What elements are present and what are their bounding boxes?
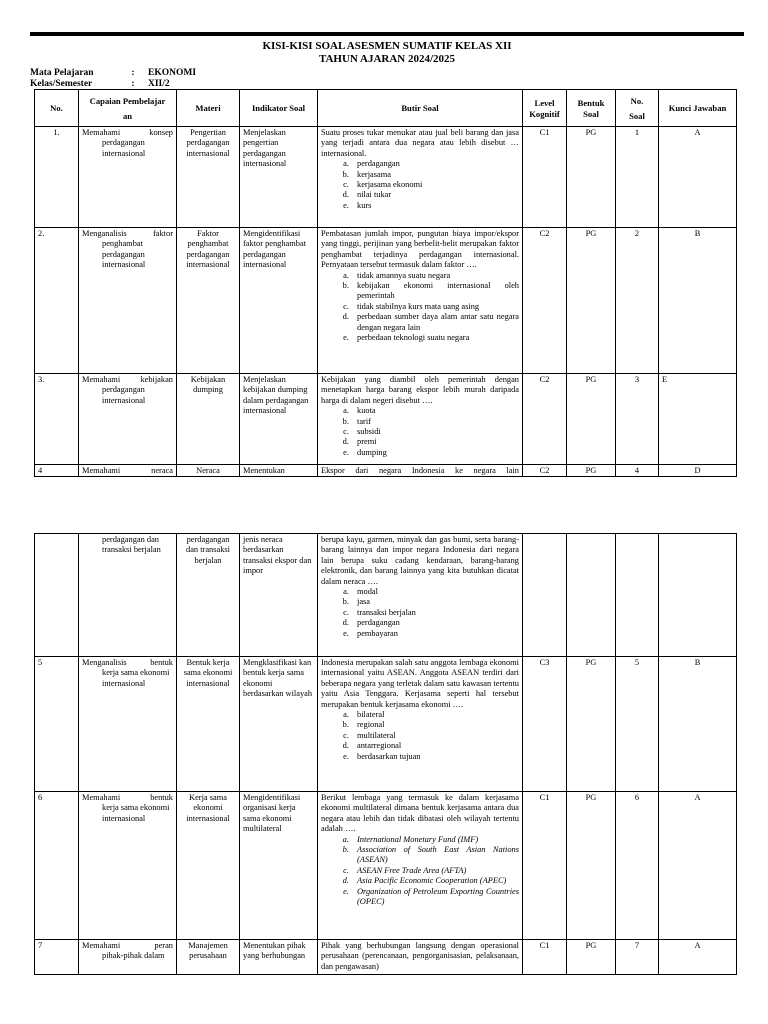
col-indikator: Indikator Soal xyxy=(240,90,318,127)
header-row xyxy=(35,90,737,127)
capaian-first: Memahami peran xyxy=(82,941,173,950)
option-d: d. nilai tukar xyxy=(351,190,519,200)
row-indikator: Mengidentifikasi faktor penghambat perdagangan internasional xyxy=(240,228,318,374)
option-d: d. premi xyxy=(351,437,519,447)
doc-subtitle: TAHUN AJARAN 2024/2025 xyxy=(318,53,456,65)
row-kunci: B xyxy=(659,228,737,374)
row-bentuk: PG xyxy=(567,657,616,792)
col-bentuk-line2: Soal xyxy=(583,108,599,119)
col-level xyxy=(523,90,567,127)
col-materi: Materi xyxy=(177,90,240,127)
answer-options xyxy=(321,587,519,639)
row-nomor xyxy=(616,534,659,657)
option-d: d. antarregional xyxy=(351,741,519,751)
row-no: 4 xyxy=(35,465,79,477)
option-c: c. subsidi xyxy=(351,427,519,437)
row-butir xyxy=(318,657,523,792)
row-butir: Ekspor dari negara Indonesia ke negara lain xyxy=(318,465,523,477)
row-level: C3 xyxy=(523,657,567,792)
col-level-line2: Kognitif xyxy=(529,108,560,119)
row-capaian xyxy=(79,657,177,792)
meta-value: EKONOMI xyxy=(148,68,197,78)
capaian-rest: kerja sama ekonomi internasional xyxy=(102,668,170,688)
option-d: d. perbedaan sumber daya alam antar satu negara dengan negara lain xyxy=(351,312,519,333)
capaian-rest: kerja sama ekonomi internasional xyxy=(102,803,170,823)
row-bentuk: PG xyxy=(567,228,616,374)
row-level: C2 xyxy=(523,465,567,477)
option-a: a. modal xyxy=(351,587,519,597)
row-butir xyxy=(318,534,523,657)
option-a: a. International Monetary Fund (IMF) xyxy=(351,835,519,845)
row-no: 2. xyxy=(35,228,79,374)
meta-sep: : xyxy=(131,68,135,78)
capaian-first: Menganalisis bentuk xyxy=(82,658,173,667)
table-row xyxy=(35,228,737,374)
capaian-first: Memahami kebijakan xyxy=(82,375,173,384)
option-a: a. perdagangan xyxy=(351,159,519,169)
table-row xyxy=(35,127,737,228)
capaian-rest: perdagangan dan transaksi berjalan xyxy=(102,535,161,555)
meta-key: Kelas/Semester xyxy=(30,79,93,89)
option-d: d. perdagangan xyxy=(351,618,519,628)
row-no: 7 xyxy=(35,940,79,975)
option-a: a. tidak amannya suatu negara xyxy=(351,271,519,281)
col-kunci: Kunci Jawaban xyxy=(659,90,737,127)
col-level-line1: Level xyxy=(534,98,555,109)
row-capaian xyxy=(79,534,177,657)
row-level: C2 xyxy=(523,374,567,465)
kisi-table-1 xyxy=(34,89,737,477)
option-c: c. transaksi berjalan xyxy=(351,608,519,618)
kisi-table-2 xyxy=(34,533,737,975)
row-no: 5 xyxy=(35,657,79,792)
capaian-first: Memahami neraca xyxy=(82,466,173,475)
capaian-first: Menganalisis faktor xyxy=(82,229,173,238)
row-no: 1. xyxy=(35,127,79,228)
option-b: b. Association of South East Asian Nations (ASEAN) xyxy=(351,845,519,866)
row-indikator: Mengidentifikasi organisasi kerja sama ekonomi multilateral xyxy=(240,792,318,940)
row-indikator: Menjelaskan pengertian perdagangan internasional xyxy=(240,127,318,228)
header-rule xyxy=(30,32,744,36)
row-bentuk: PG xyxy=(567,127,616,228)
row-indikator: Menentukan xyxy=(240,465,318,477)
option-b: b. regional xyxy=(351,720,519,730)
row-butir xyxy=(318,228,523,374)
option-b: b. kerjasama xyxy=(351,170,519,180)
row-kunci xyxy=(659,534,737,657)
doc-title: KISI-KISI SOAL ASESMEN SUMATIF KELAS XII xyxy=(262,40,512,52)
row-capaian xyxy=(79,940,177,975)
option-b: b. jasa xyxy=(351,597,519,607)
capaian-first: Memahami konsep xyxy=(82,128,173,137)
row-bentuk xyxy=(567,534,616,657)
col-capaian xyxy=(79,90,177,127)
row-nomor: 5 xyxy=(616,657,659,792)
row-kunci: A xyxy=(659,940,737,975)
option-c: c. kerjasama ekonomi xyxy=(351,180,519,190)
row-indikator: jenis neraca berdasarkan transaksi ekspor dan impor xyxy=(240,534,318,657)
option-a: a. bilateral xyxy=(351,710,519,720)
table-row xyxy=(35,374,737,465)
row-level: C1 xyxy=(523,127,567,228)
question-text: Berikut lembaga yang termasuk ke dalam kerjasama ekonomi multilateral dimana bentuk kerjasama antara dua negara atau lebih dan tidak dibatasi oleh wilayah tertentu adalah …. xyxy=(321,793,519,834)
table-row xyxy=(35,657,737,792)
option-d: d. Asia Pacific Economic Cooperation (APEC) xyxy=(351,876,519,886)
row-butir xyxy=(318,374,523,465)
row-nomor: 3 xyxy=(616,374,659,465)
row-nomor: 4 xyxy=(616,465,659,477)
row-nomor: 2 xyxy=(616,228,659,374)
col-nosoal-line2: Soal xyxy=(629,110,645,121)
row-materi: Bentuk kerja sama ekonomi internasional xyxy=(177,657,240,792)
row-capaian xyxy=(79,792,177,940)
question-text: Indonesia merupakan salah satu anggota lembaga ekonomi internasional yaitu ASEAN. Anggota ASEAN terdiri dari beberapa negara yang terletak dalam satu kawasan tertentu yaitu Asia Tenggara. Kerjasama seperti hal tersebut merupakan bentuk kerjasama ekonomi …. xyxy=(321,658,519,709)
row-nomor: 1 xyxy=(616,127,659,228)
table-row xyxy=(35,792,737,940)
capaian-rest: perdagangan internasional xyxy=(102,385,146,405)
table-row xyxy=(35,534,737,657)
option-a: a. kuota xyxy=(351,406,519,416)
col-no: No. xyxy=(35,90,79,127)
answer-options xyxy=(321,406,519,458)
row-indikator: Mengklasifikasi kan bentuk kerja sama ekonomi berdasarkan wilayah xyxy=(240,657,318,792)
col-bentuk-line1: Bentuk xyxy=(577,98,605,109)
row-kunci: E xyxy=(659,374,737,465)
meta-value: XII/2 xyxy=(148,79,170,89)
option-b: b. kebijakan ekonomi internasional oleh pemerintah xyxy=(351,281,519,302)
option-c: c. tidak stabilnya kurs mata uang asing xyxy=(351,302,519,312)
question-text: berupa kayu, garmen, minyak dan gas bumi, serta barang-barang lainnya dan impor negara Indonesia dari negara lain berupa suku cadang kendaraan, barang-barang elektronik, dan barang lainnya yang kita butuhkan dicatat dalam neraca …. xyxy=(321,535,519,586)
row-no: 3. xyxy=(35,374,79,465)
question-text: Pembatasan jumlah impor, pungutan biaya impor/ekspor yang tinggi, perijinan yang berbelit-belit merupakan faktor penghambat terjadinya perdagangan internasional. Pernyataan tersebut termasuk dalam faktor …. xyxy=(321,229,519,270)
option-c: c. ASEAN Free Trade Area (AFTA) xyxy=(351,866,519,876)
col-butir: Butir Soal xyxy=(318,90,523,127)
capaian-rest: pihak-pihak dalam xyxy=(102,951,165,961)
row-nomor: 6 xyxy=(616,792,659,940)
capaian-first: Memahami bentuk xyxy=(82,793,173,802)
col-nosoal xyxy=(616,90,659,127)
row-kunci: B xyxy=(659,657,737,792)
answer-options xyxy=(321,710,519,762)
option-e: e. Organization of Petroleum Exporting Countries (OPEC) xyxy=(351,887,519,908)
table-row xyxy=(35,940,737,975)
row-no: 6 xyxy=(35,792,79,940)
row-butir xyxy=(318,127,523,228)
option-e: e. kurs xyxy=(351,201,519,211)
meta-subject xyxy=(30,68,196,78)
row-bentuk: PG xyxy=(567,465,616,477)
row-kunci: A xyxy=(659,792,737,940)
answer-options xyxy=(321,159,519,211)
meta-sep: : xyxy=(131,79,135,89)
col-bentuk xyxy=(567,90,616,127)
row-bentuk: PG xyxy=(567,792,616,940)
question-text: Kebijakan yang diambil oleh pemerintah dengan menetapkan harga barang ekspor lebih murah daripada harga di dalam negeri disebut …. xyxy=(321,375,519,405)
option-e: e. berdasarkan tujuan xyxy=(351,752,519,762)
row-materi: Kebijakan dumping xyxy=(177,374,240,465)
row-level: C1 xyxy=(523,792,567,940)
row-capaian xyxy=(79,465,177,477)
row-kunci: D xyxy=(659,465,737,477)
question-text: Suatu proses tukar menukar atau jual beli barang dan jasa yang terjadi antara dua negara atau lebih disebut … internasional. xyxy=(321,128,519,158)
capaian-rest: perdagangan internasional xyxy=(102,138,146,158)
row-capaian xyxy=(79,127,177,228)
col-nosoal-line1: No. xyxy=(630,96,644,107)
row-materi: Manajemen perusahaan xyxy=(177,940,240,975)
option-e: e. dumping xyxy=(351,448,519,458)
row-materi: Faktor penghambat perdagangan internasional xyxy=(177,228,240,374)
row-nomor: 7 xyxy=(616,940,659,975)
row-level xyxy=(523,534,567,657)
row-level: C1 xyxy=(523,940,567,975)
row-materi: perdagangan dan transaksi berjalan xyxy=(177,534,240,657)
row-indikator: Menentukan pihak yang berhubungan xyxy=(240,940,318,975)
row-capaian xyxy=(79,228,177,374)
option-c: c. multilateral xyxy=(351,731,519,741)
option-e: e. perbedaan teknologi suatu negara xyxy=(351,333,519,343)
row-bentuk: PG xyxy=(567,940,616,975)
row-bentuk: PG xyxy=(567,374,616,465)
answer-options xyxy=(321,271,519,344)
row-capaian xyxy=(79,374,177,465)
option-e: e. pembayaran xyxy=(351,629,519,639)
row-butir: Pihak yang berhubungan langsung dengan operasional perusahaan (perencanaan, pengorganisasian, pelaksanaan, dan pengawasan) xyxy=(318,940,523,975)
col-capaian-line2: an xyxy=(122,110,133,121)
row-butir xyxy=(318,792,523,940)
row-kunci: A xyxy=(659,127,737,228)
row-no xyxy=(35,534,79,657)
row-materi: Pengertian perdagangan internasional xyxy=(177,127,240,228)
meta-key: Mata Pelajaran xyxy=(30,68,94,78)
col-capaian-line1: Capaian Pembelajar xyxy=(89,96,166,107)
meta-class xyxy=(30,79,170,89)
answer-options xyxy=(321,835,519,908)
row-level: C2 xyxy=(523,228,567,374)
option-b: b. tarif xyxy=(351,417,519,427)
table-row xyxy=(35,465,737,477)
capaian-rest: penghambat perdagangan internasional xyxy=(102,239,146,270)
row-indikator: Menjelaskan kebijakan dumping dalam perdagangan internasional xyxy=(240,374,318,465)
row-materi: Kerja sama ekonomi internasional xyxy=(177,792,240,940)
row-materi: Neraca xyxy=(177,465,240,477)
